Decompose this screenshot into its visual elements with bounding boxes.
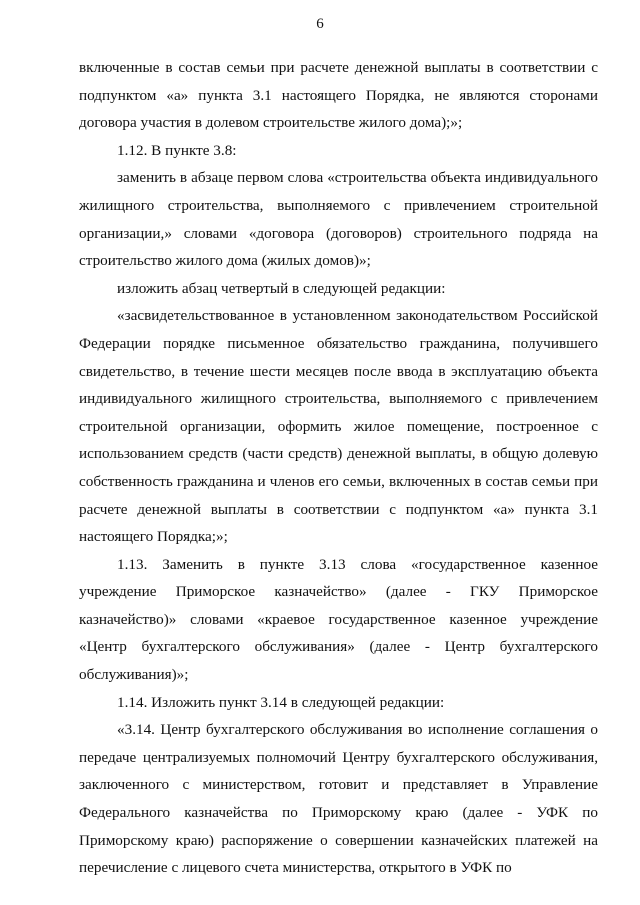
paragraph: «3.14. Центр бухгалтерского обслуживания во исполнение соглашения о передаче централизуемых полномочий Центру бухгалтерского обслуживания, заключенного с министерством, готовит и представляет в Управление Федерального казначейства по Приморскому краю (далее - УФК по Приморскому краю) распоряжение о совершении казначейских платежей на перечисление с лицевого счета министерства, открытого в УФК по [79,721,598,877]
paragraph: заменить в абзаце первом слова «строительства объекта индивидуального жилищного строительства, выполняемого с привлечением строительной организации,» словами «договора (договоров) строительного подряда на строительство жилого дома (жилых домов)»; [79,169,598,270]
paragraph: 1.14. Изложить пункт 3.14 в следующей редакции: [117,693,445,711]
paragraph: изложить абзац четвертый в следующей редакции: [117,279,446,297]
paragraph: «засвидетельствованное в установленном законодательством Российской Федерации порядке письменное обязательство гражданина, получившего свидетельство, в течение шести месяцев после ввода в эксплуатацию объекта индивидуального жилищного строительства, выполняемого с привлечением строительной организации, оформить жилое помещение, построенное с использованием средств (части средств) денежной выплаты, в общую долевую собственность гражданина и членов его семьи, включенных в состав семьи при расчете денежной выплаты в соответствии с подпунктом «а» пункта 3.1 настоящего Порядка;»; [79,307,598,546]
paragraph: включенные в состав семьи при расчете денежной выплаты в соответствии с подпунктом «а» пункта 3.1 настоящего Порядка, не являются сторонами договора участия в долевом строительстве жилого дома);»; [79,59,598,132]
paragraph: 1.13. Заменить в пункте 3.13 слова «государственное казенное учреждение Приморское казначейство» (далее - ГКУ Приморское казначейство)» словами «краевое государственное казенное учреждение «Центр бухгалтерского обслуживания» (далее - Центр бухгалтерского обслуживания)»; [79,555,598,684]
document-body [79,54,598,882]
paragraph: 1.12. В пункте 3.8: [117,141,237,159]
page-number: 6 [316,16,324,32]
